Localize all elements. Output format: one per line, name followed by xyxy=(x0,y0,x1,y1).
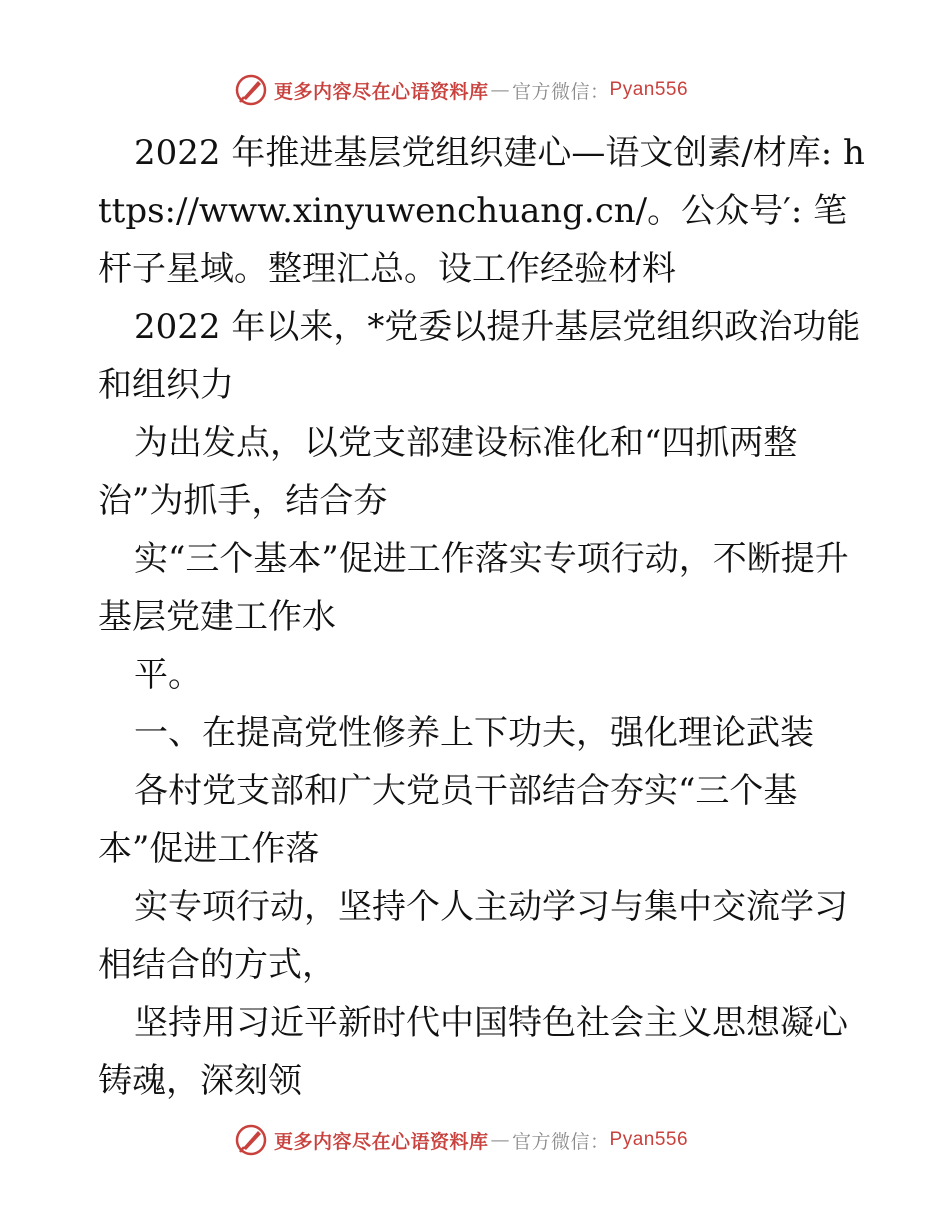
watermark-brand: 更多内容尽在心语资料库 xyxy=(274,1130,489,1153)
quill-pen-seal-icon xyxy=(234,73,268,107)
paragraph: 2022 年以来，*党委以提升基层党组织政治功能和组织力 xyxy=(98,307,861,405)
quill-pen-seal-icon xyxy=(234,1123,268,1157)
watermark-brand: 更多内容尽在心语资料库 xyxy=(274,80,489,103)
document-body xyxy=(98,124,868,1110)
watermark-account: Pyan556 xyxy=(609,79,689,100)
paragraph: 实“三个基本”促进工作落实专项行动，不断提升基层党建工作水 xyxy=(98,539,849,637)
paragraph: 各村党支部和广大党员干部结合夯实“三个基本”促进工作落 xyxy=(98,771,798,869)
watermark-separator: — xyxy=(490,79,511,101)
watermark-separator: — xyxy=(490,1129,511,1151)
paragraph: 坚持用习近平新时代中国特色社会主义思想凝心铸魂，深刻领 xyxy=(98,1003,848,1101)
watermark-account: Pyan556 xyxy=(609,1129,689,1150)
paragraph: 实专项行动，坚持个人主动学习与集中交流学习相结合的方式， xyxy=(98,887,848,985)
watermark-official-label: 官方微信： xyxy=(512,1130,610,1153)
paragraph: 为出发点，以党支部建设标准化和“四抓两整治”为抓手，结合夯 xyxy=(98,423,798,521)
paragraph: 2022 年推进基层党组织建心—语文创素/材库: https://www.xinyuwenchuang.cn/。公众号′: 笔杆子星域。整理汇总。设工作经验材料 xyxy=(98,133,865,289)
header-watermark xyxy=(234,70,688,110)
section-heading: 一、在提高党性修养上下功夫，强化理论武装 xyxy=(134,713,814,753)
watermark-official-label: 官方微信： xyxy=(512,80,610,103)
footer-watermark xyxy=(234,1120,688,1160)
paragraph: 平。 xyxy=(134,655,202,695)
